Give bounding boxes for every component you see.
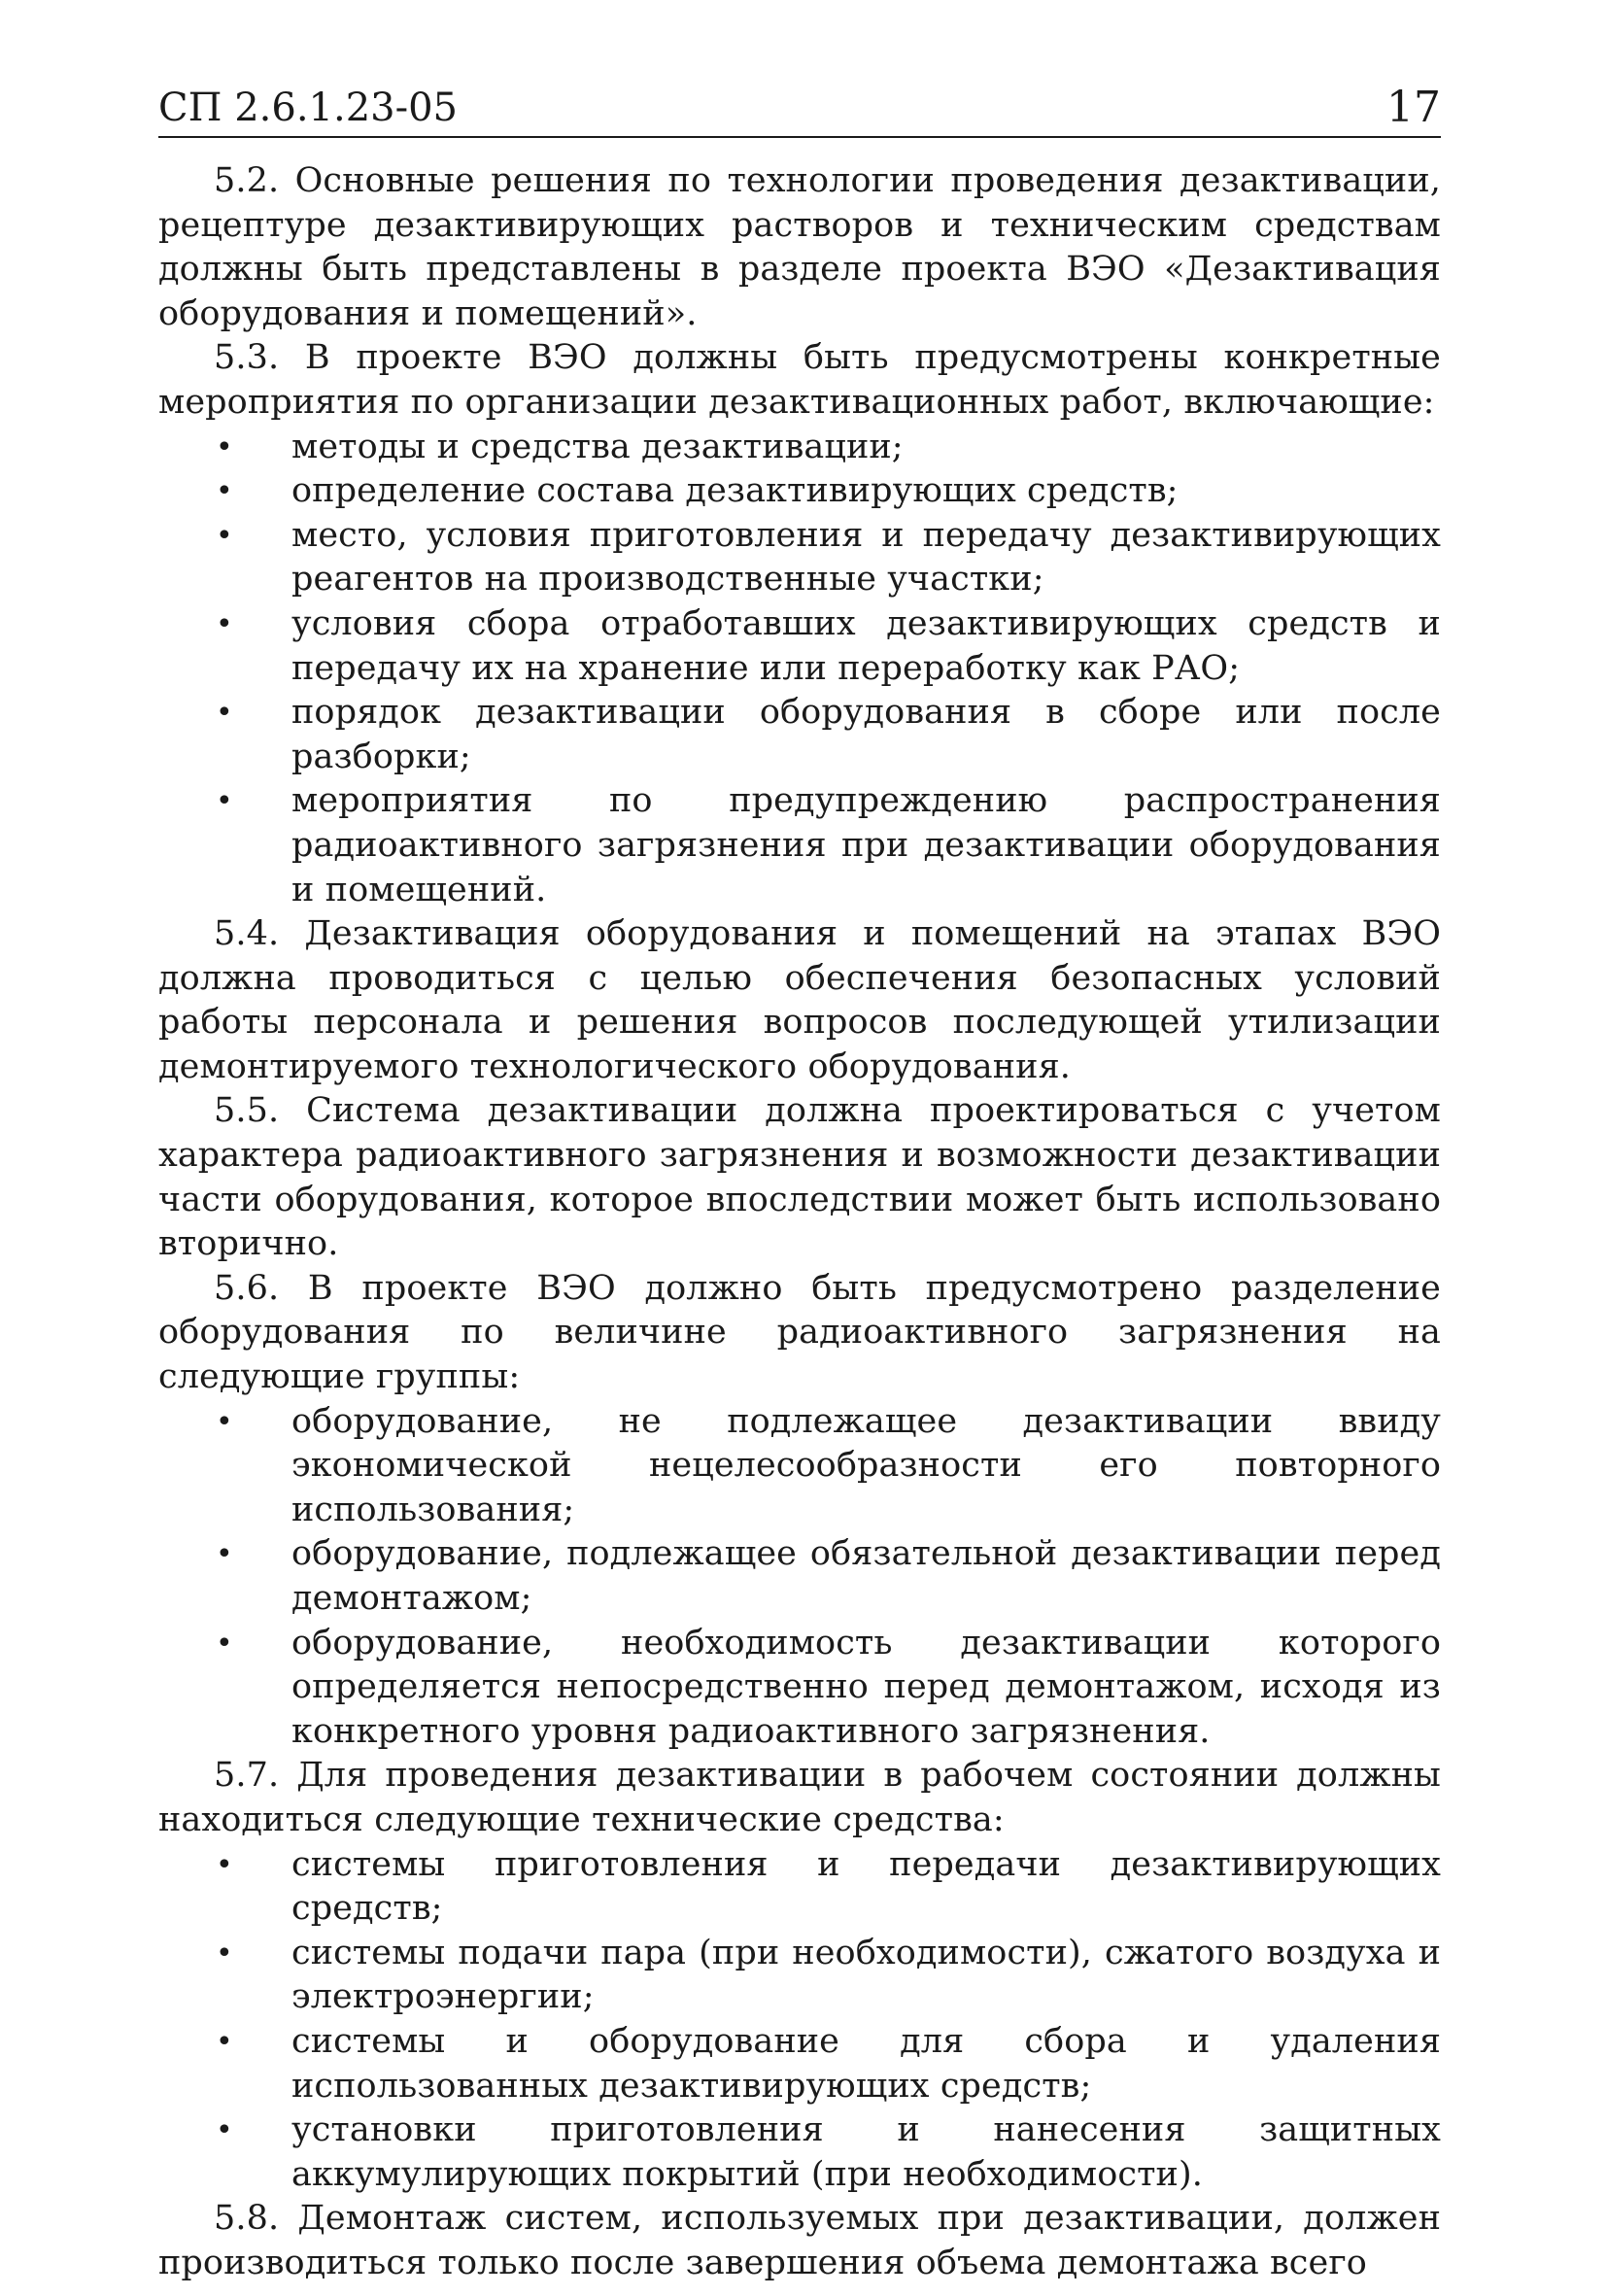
paragraph-5-6: 5.6. В проекте ВЭО должно быть предусмотрено разделение оборудования по величине радиоактивного загрязнения на следующие группы:: [158, 1268, 1441, 1397]
list-item: • оборудование, не подлежащее дезактивации ввиду экономической нецелесообразности его повторного использования;: [158, 1400, 1441, 1533]
list-5-6: [158, 1400, 1441, 1755]
list-item: • условия сбора отработавших дезактивирующих средств и передачу их на хранение или переработку как РАО;: [158, 602, 1441, 691]
list-item: • порядок дезактивации оборудования в сборе или после разборки;: [158, 691, 1441, 779]
paragraph-5-7: 5.7. Для проведения дезактивации в рабочем состоянии должны находиться следующие технические средства:: [158, 1756, 1441, 1839]
document-body: [158, 159, 1441, 2286]
paragraph-5-2: 5.2. Основные решения по технологии проведения дезактивации, рецептуре дезактивирующих растворов и техническим средствам должны быть представлены в разделе проекта ВЭО «Дезактивация оборудования и помещений».: [158, 161, 1441, 333]
page-number: 17: [1386, 83, 1441, 132]
list-item: • системы подачи пара (при необходимости), сжатого воздуха и электроэнергии;: [158, 1932, 1441, 2020]
list-item: • оборудование, необходимость дезактивации которого определяется непосредственно перед демонтажом, исходя из конкретного уровня радиоактивного загрязнения.: [158, 1622, 1441, 1755]
document-code: СП 2.6.1.23-05: [158, 86, 459, 130]
list-item: • системы и оборудование для сбора и удаления использованных дезактивирующих средств;: [158, 2020, 1441, 2108]
paragraph-5-3: 5.3. В проекте ВЭО должны быть предусмотрены конкретные мероприятия по организации дезактивационных работ, включающие:: [158, 338, 1441, 422]
list-item: • определение состава дезактивирующих средств;: [158, 469, 1441, 514]
paragraph-5-8: 5.8. Демонтаж систем, используемых при дезактивации, должен производиться только после завершения объема демонтажа всего: [158, 2199, 1441, 2282]
page-header: [158, 80, 1441, 138]
list-item: • методы и средства дезактивации;: [158, 426, 1441, 470]
list-item: • оборудование, подлежащее обязательной дезактивации перед демонтажом;: [158, 1532, 1441, 1621]
list-5-7: [158, 1843, 1441, 2198]
paragraph-5-5: 5.5. Система дезактивации должна проектироваться с учетом характера радиоактивного загрязнения и возможности дезактивации части оборудования, которое впоследствии может быть использовано вторично.: [158, 1091, 1441, 1264]
list-5-3: [158, 426, 1441, 913]
list-item: • установки приготовления и нанесения защитных аккумулирующих покрытий (при необходимости).: [158, 2108, 1441, 2197]
list-item: • место, условия приготовления и передачу дезактивирующих реагентов на производственные участки;: [158, 514, 1441, 602]
list-item: • системы приготовления и передачи дезактивирующих средств;: [158, 1843, 1441, 1932]
list-item: • мероприятия по предупреждению распространения радиоактивного загрязнения при дезактивации оборудования и помещений.: [158, 779, 1441, 912]
document-page: [158, 80, 1441, 2286]
paragraph-5-4: 5.4. Дезактивация оборудования и помещений на этапах ВЭО должна проводиться с целью обеспечения безопасных условий работы персонала и решения вопросов последующей утилизации демонтируемого технологического оборудования.: [158, 914, 1441, 1086]
